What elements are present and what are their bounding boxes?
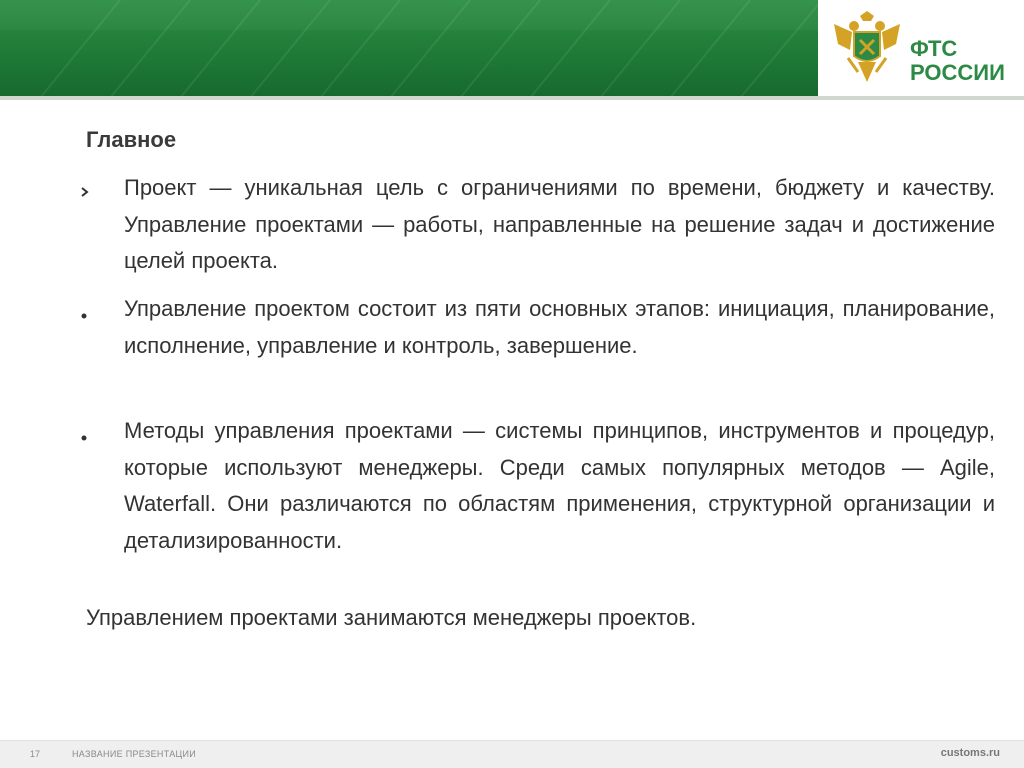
slide-footer [0,740,1024,768]
slide-heading: Главное [86,127,177,152]
band-decoration [0,0,818,98]
slide-header [0,0,1024,100]
brand-line-1: ФТС [910,36,958,61]
dot-bullet-icon [80,307,94,323]
slide-number: 17 [30,749,41,759]
double-headed-eagle-emblem-icon [830,10,904,88]
header-green-band [0,0,818,98]
list-item-text: Проект — уникальная цель с ограничениями по времени, бюджету и качеству. Управление проектами — работы, направленные на решение задач и достижение целей проекта. [124,175,995,273]
header-divider [0,96,1024,100]
dot-bullet-icon [80,429,94,445]
arrow-bullet-icon [80,184,94,200]
site-link[interactable]: customs.ru [940,747,1000,759]
list-item-text: Управление проектом состоит из пяти основных этапов: инициация, планирование, исполнение, управление и контроль, завершение. [124,296,995,358]
list-item-text: Методы управления проектами — системы принципов, инструментов и процедур, которые используют менеджеры. Среди самых популярных методов — Agile, Waterfall. Они различаются по областям применения, структурной организации и детализированности. [124,418,995,553]
summary-text: Управлением проектами занимаются менеджеры проектов. [86,605,697,630]
brand-line-2: РОССИИ [910,60,1005,85]
brand-name [910,37,1005,85]
presentation-name: НАЗВАНИЕ ПРЕЗЕНТАЦИИ [72,749,197,759]
